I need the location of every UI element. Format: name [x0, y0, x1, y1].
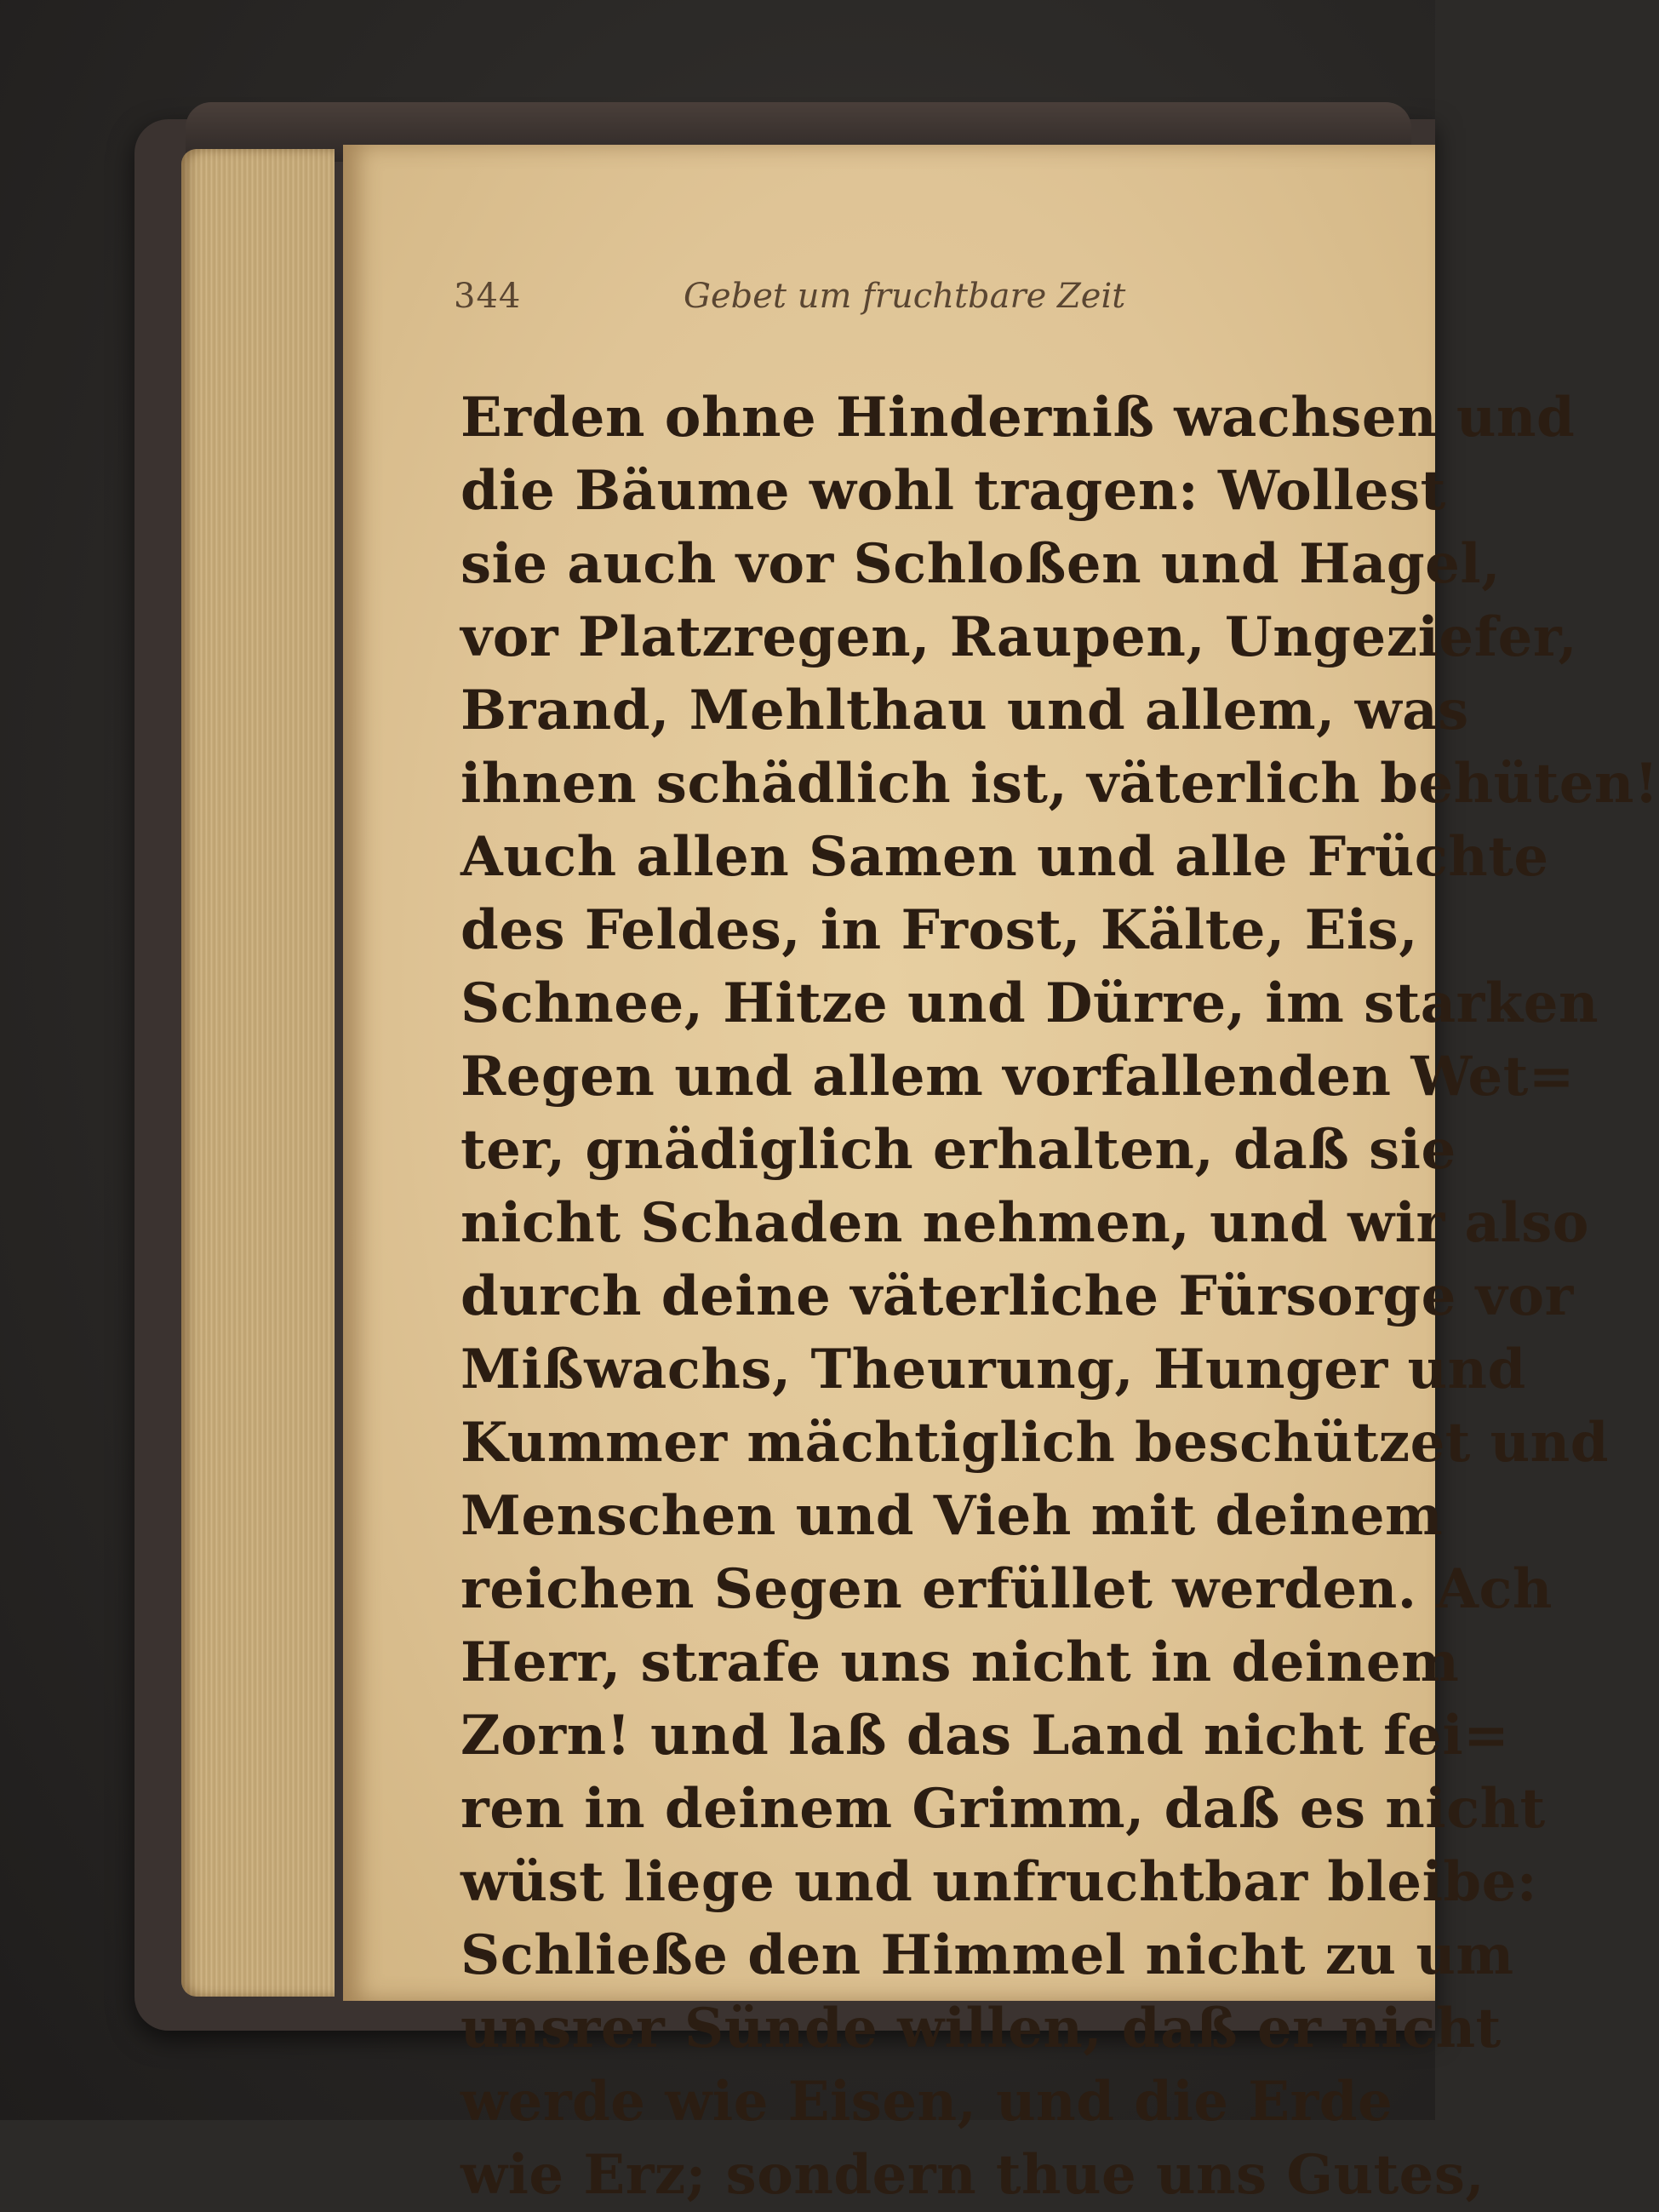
- text-line: Kummer mächtiglich beschützet und: [461, 1411, 1609, 1475]
- running-head: [343, 277, 1435, 328]
- text-line: Auch allen Samen und alle Früchte: [461, 825, 1549, 889]
- text-line: des Feldes, in Frost, Kälte, Eis,: [461, 898, 1418, 962]
- text-line: werde wie Eisen, und die Erde: [461, 2070, 1393, 2134]
- text-line: sie auch vor Schloßen und Hagel,: [461, 532, 1501, 596]
- text-line: unsrer Sünde willen, daß er nicht: [461, 1997, 1502, 2060]
- text-line: wie Erz; sondern thue uns Gutes,: [461, 2143, 1485, 2207]
- text-line: durch deine väterliche Fürsorge vor: [461, 1264, 1574, 1328]
- text-line: Zorn! und laß das Land nicht fei=: [461, 1704, 1510, 1768]
- book-page: [343, 145, 1659, 2207]
- text-line: ren in deinem Grimm, daß es nicht: [461, 1777, 1546, 1841]
- text-line: nicht Schaden nehmen, und wir also: [461, 1191, 1589, 1255]
- text-line: Mißwachs, Theurung, Hunger und: [461, 1338, 1526, 1401]
- text-line: Herr, strafe uns nicht in deinem: [461, 1630, 1460, 1694]
- text-line: Schnee, Hitze und Dürre, im starken: [461, 971, 1599, 1035]
- text-line: Erden ohne Hinderniß wachsen und: [461, 386, 1576, 450]
- book: [134, 102, 1659, 2207]
- text-line: Menschen und Vieh mit deinem: [461, 1484, 1444, 1548]
- text-line: Schließe den Himmel nicht zu um: [461, 1923, 1514, 1987]
- text-line: ihnen schädlich ist, väterlich behüten!: [461, 752, 1659, 816]
- text-line: ter, gnädiglich erhalten, daß sie: [461, 1118, 1456, 1182]
- text-line: reichen Segen erfüllet werden. Ach: [461, 1557, 1553, 1621]
- body-text: [461, 381, 1659, 2212]
- running-title: Gebet um fruchtbare Zeit: [684, 277, 1126, 316]
- page-edges: [181, 149, 335, 1997]
- text-line: die Bäume wohl tragen: Wollest: [461, 459, 1446, 523]
- text-line: vor Platzregen, Raupen, Ungeziefer,: [461, 605, 1578, 669]
- page-number: 344: [454, 277, 522, 316]
- text-line: Brand, Mehlthau und allem, was: [461, 679, 1469, 742]
- text-line: wüst liege und unfruchtbar bleibe:: [461, 1850, 1537, 1914]
- text-line: Regen und allem vorfallenden Wet=: [461, 1045, 1575, 1109]
